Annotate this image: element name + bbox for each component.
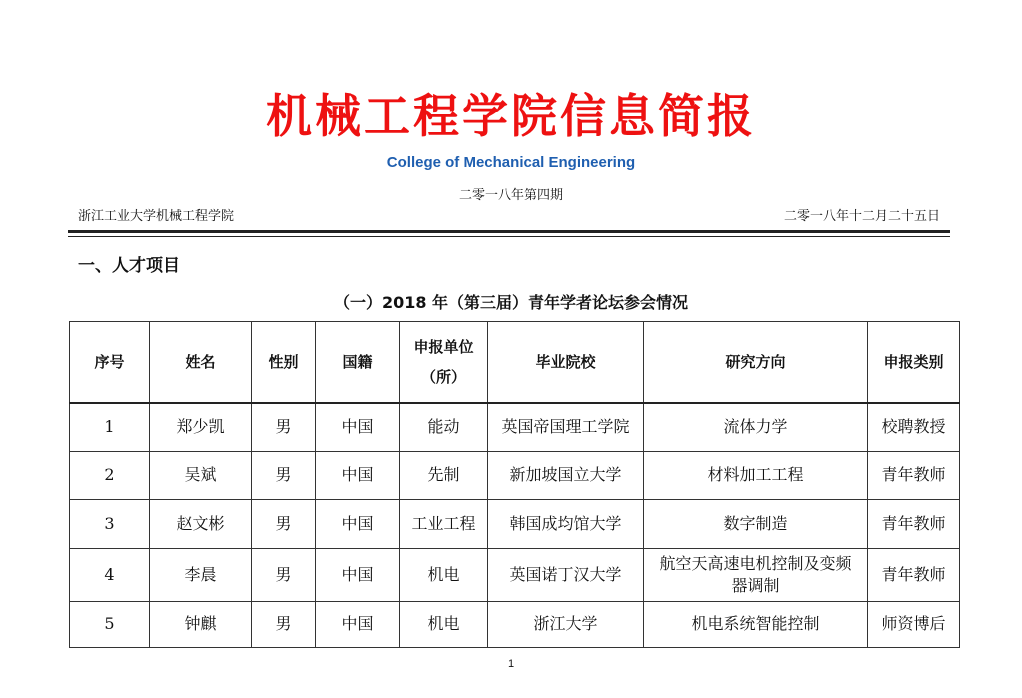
cell-gender: 男 — [252, 403, 316, 451]
cell-nationality: 中国 — [316, 499, 400, 548]
header-nationality: 国籍 — [316, 322, 400, 404]
organization-name: 浙江工业大学机械工程学院 — [78, 209, 235, 224]
cell-school: 韩国成均馆大学 — [488, 499, 644, 548]
cell-nationality: 中国 — [316, 451, 400, 499]
cell-unit: 机电 — [400, 548, 488, 601]
cell-school: 英国诺丁汉大学 — [488, 548, 644, 601]
cell-category: 青年教师 — [868, 451, 960, 499]
table-row — [70, 499, 960, 548]
cell-research: 材料加工工程 — [644, 451, 868, 499]
table-row — [70, 451, 960, 499]
publication-date: 二零一八年十二月二十五日 — [783, 209, 940, 224]
cell-nationality: 中国 — [316, 601, 400, 647]
english-subtitle: College of Mechanical Engineering — [386, 154, 636, 171]
cell-research: 数字制造 — [644, 499, 868, 548]
cell-research: 机电系统智能控制 — [644, 601, 868, 647]
table-caption: （一）2018 年（第三届）青年学者论坛参会情况 — [333, 293, 689, 312]
cell-research: 流体力学 — [644, 403, 868, 451]
cell-nationality: 中国 — [316, 548, 400, 601]
table-row — [70, 601, 960, 647]
page-number: 1 — [507, 658, 515, 670]
cell-unit: 能动 — [400, 403, 488, 451]
header-category: 申报类别 — [868, 322, 960, 404]
participants-table — [69, 321, 960, 648]
cell-name: 赵文彬 — [150, 499, 252, 548]
cell-no: 1 — [70, 403, 150, 451]
issue-number: 二零一八年第四期 — [458, 188, 563, 203]
header-unit — [400, 322, 488, 404]
cell-nationality: 中国 — [316, 403, 400, 451]
cell-gender: 男 — [252, 499, 316, 548]
cell-school: 新加坡国立大学 — [488, 451, 644, 499]
header-unit-line1: 申报单位 — [413, 338, 474, 356]
header-no: 序号 — [70, 322, 150, 404]
cell-research: 航空天高速电机控制及变频器调制 — [644, 548, 868, 601]
header-name: 姓名 — [150, 322, 252, 404]
header-gender: 性别 — [252, 322, 316, 404]
cell-no: 4 — [70, 548, 150, 601]
cell-category: 青年教师 — [868, 499, 960, 548]
table-row — [70, 403, 960, 451]
table-header-row — [70, 322, 960, 404]
header-divider-thin — [68, 236, 950, 237]
cell-no: 2 — [70, 451, 150, 499]
cell-unit: 先制 — [400, 451, 488, 499]
cell-name: 钟麒 — [150, 601, 252, 647]
header-unit-line2: （所） — [420, 368, 466, 386]
cell-school: 英国帝国理工学院 — [488, 403, 644, 451]
section-heading: 一、人才项目 — [78, 256, 180, 276]
cell-category: 师资博后 — [868, 601, 960, 647]
cell-gender: 男 — [252, 451, 316, 499]
cell-category: 青年教师 — [868, 548, 960, 601]
bulletin-title: 机械工程学院信息简报 — [266, 89, 756, 143]
cell-no: 3 — [70, 499, 150, 548]
table-row — [70, 548, 960, 601]
cell-unit: 工业工程 — [400, 499, 488, 548]
cell-name: 李晨 — [150, 548, 252, 601]
header-divider-thick — [68, 230, 950, 233]
cell-gender: 男 — [252, 601, 316, 647]
cell-category: 校聘教授 — [868, 403, 960, 451]
cell-gender: 男 — [252, 548, 316, 601]
cell-school: 浙江大学 — [488, 601, 644, 647]
cell-name: 吴斌 — [150, 451, 252, 499]
header-research: 研究方向 — [644, 322, 868, 404]
cell-no: 5 — [70, 601, 150, 647]
cell-name: 郑少凯 — [150, 403, 252, 451]
header-school: 毕业院校 — [488, 322, 644, 404]
cell-unit: 机电 — [400, 601, 488, 647]
